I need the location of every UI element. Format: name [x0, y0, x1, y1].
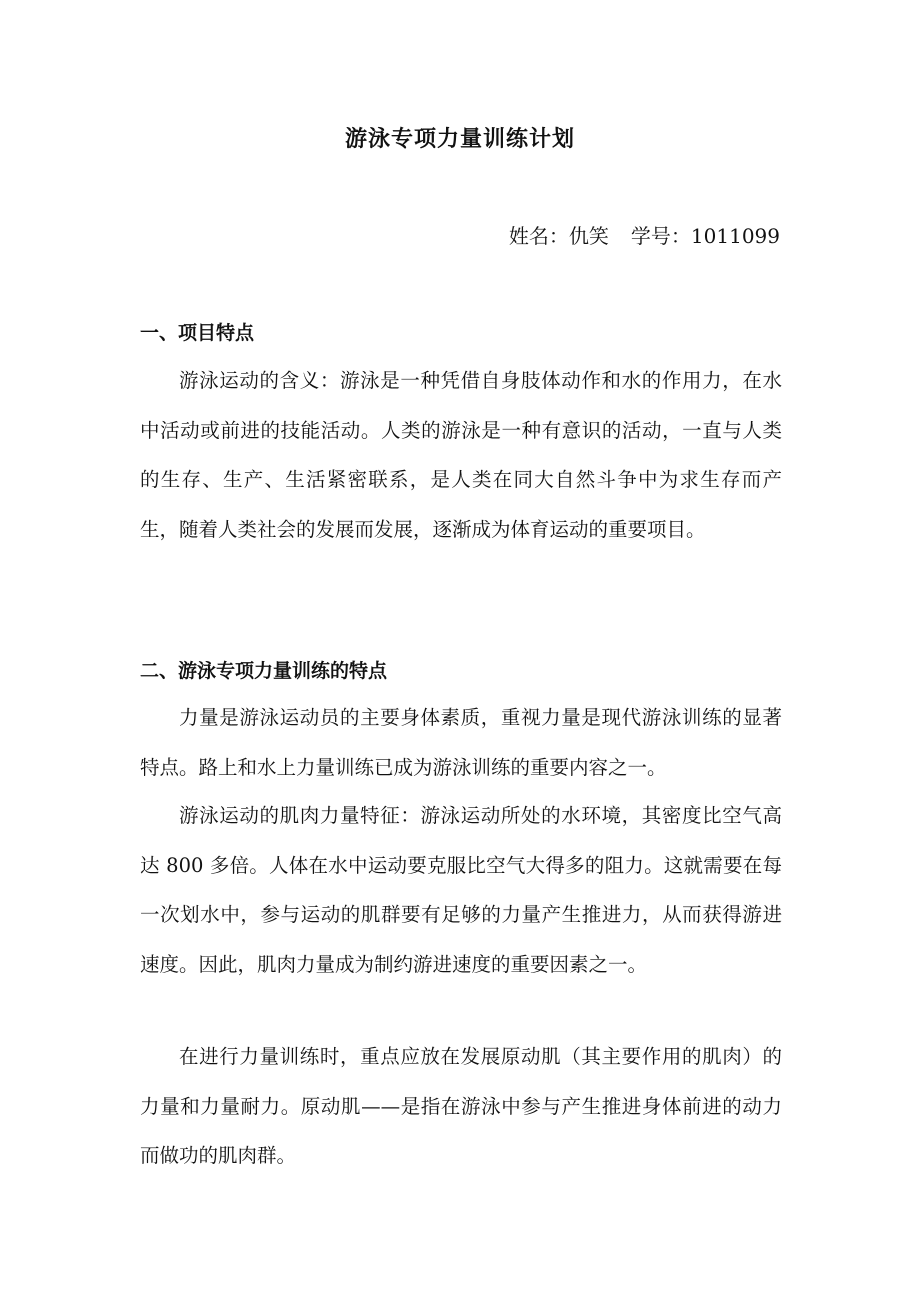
student-id: 1011099 — [690, 224, 780, 248]
paragraph-muscle-strength-features: 游泳运动的肌肉力量特征：游泳运动所处的水环境，其密度比空气高达 800 多倍。人体在水中运动要克服比空气大得多的阻力。这就需要在每一次划水中，参与运动的肌群要有足够的力量产生推进力，从而获得游进速度。因此，肌肉力量成为制约游进速度的重要因素之一。 — [140, 804, 782, 976]
author-line — [509, 220, 780, 249]
document-title: 游泳专项力量训练计划 — [344, 126, 575, 152]
paragraph-project-features: 游泳运动的含义：游泳是一种凭借自身肢体动作和水的作用力，在水中活动或前进的技能活动。人类的游泳是一种有意识的活动，一直与人类的生存、生产、生活紧密联系，是人类在同大自然斗争中为求生存而产生，随着人类社会的发展而发展，逐渐成为体育运动的重要项目。 — [140, 369, 782, 541]
author-name: 仇笑 — [568, 224, 609, 248]
paragraph-prime-mover-training: 在进行力量训练时，重点应放在发展原动肌（其主要作用的肌肉）的力量和力量耐力。原动肌——是指在游泳中参与产生推进身体前进的动力而做功的肌肉群。 — [140, 1045, 782, 1167]
paragraph-strength-importance: 力量是游泳运动员的主要身体素质，重视力量是现代游泳训练的显著特点。路上和水上力量训练已成为游泳训练的重要内容之一。 — [140, 706, 782, 779]
student-id-label: 学号： — [630, 224, 691, 248]
section-heading-2: 二、游泳专项力量训练的特点 — [140, 660, 388, 682]
section-heading-1: 一、项目特点 — [140, 322, 255, 344]
name-label: 姓名： — [508, 224, 569, 248]
